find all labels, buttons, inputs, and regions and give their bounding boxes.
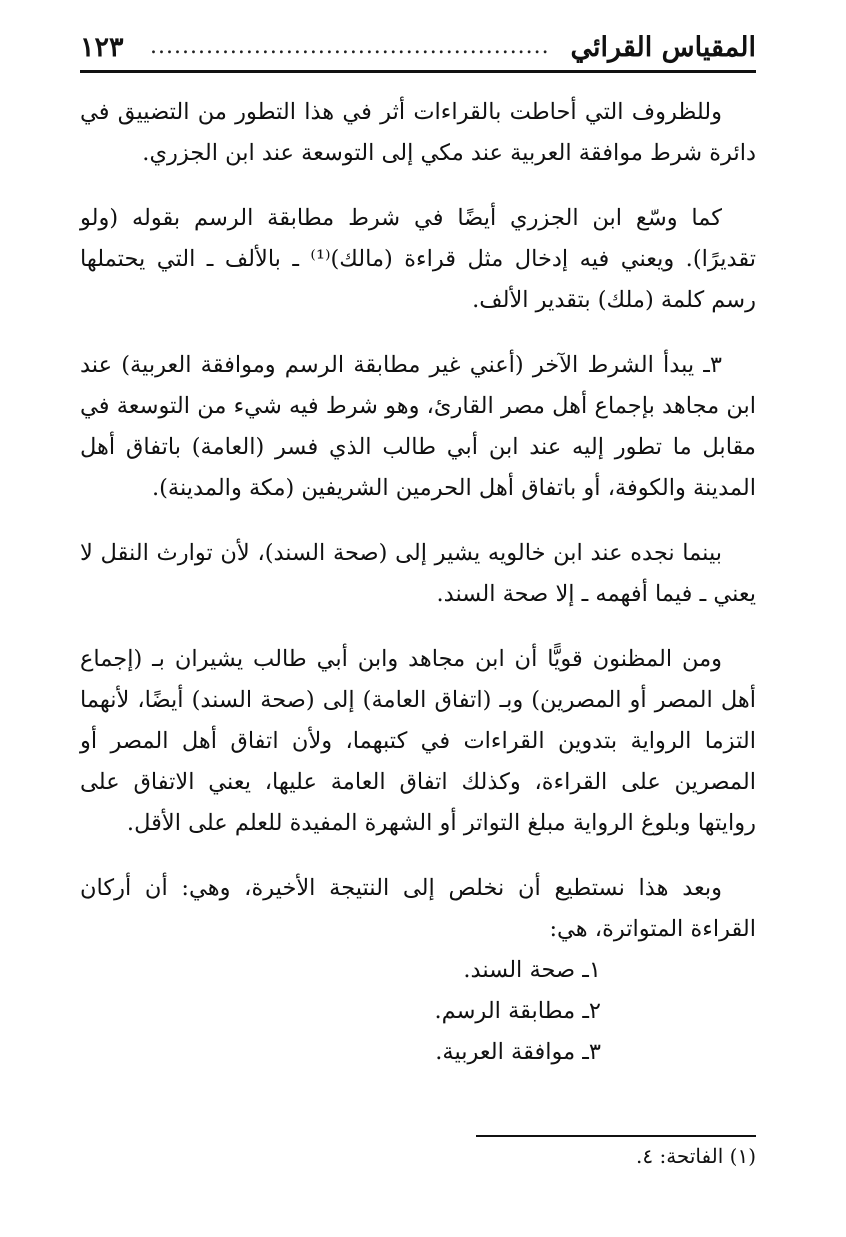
paragraph-3: ٣ـ يبدأ الشرط الآخر (أعني غير مطابقة الرسم وموافقة العربية) عند ابن مجاهد بإجماع أهل مصر القارئ، وهو شرط فيه شيء من التوسعة في مقابل ما تطور إليه عند ابن أبي طالب الذي فسر (العامة) باتفاق أهل المدينة والكوفة، أو باتفاق أهل الحرمين الشريفين (مكة والمدينة). xyxy=(80,352,756,501)
page-number: ١٢٣ xyxy=(80,32,124,63)
running-header xyxy=(80,30,756,73)
list-item-3: ٣ـ موافقة العربية. xyxy=(435,1039,601,1065)
main-text xyxy=(80,92,756,1073)
footnote-divider xyxy=(476,1135,756,1137)
paragraph-2: كما وسّع ابن الجزري أيضًا في شرط مطابقة الرسم بقوله (ولو تقديرًا). ويعني فيه إدخال مثل قراءة (مالك)⁽¹⁾ ـ بالألف ـ التي يحتملها رسم كلمة (ملك) بتقدير الألف. xyxy=(80,205,756,313)
pillars-list xyxy=(80,950,756,1073)
paragraph-4: بينما نجده عند ابن خالويه يشير إلى (صحة السند)، لأن توارث النقل لا يعني ـ فيما أفهمه ـ إلا صحة السند. xyxy=(80,540,756,607)
paragraph-6: وبعد هذا نستطيع أن نخلص إلى النتيجة الأخيرة، وهي: أن أركان القراءة المتواترة، هي: xyxy=(80,875,756,942)
header-title: المقياس القرائي xyxy=(570,32,756,63)
paragraph-1: وللظروف التي أحاطت بالقراءات أثر في هذا التطور من التضييق في دائرة شرط موافقة العربية عند مكي إلى التوسعة عند ابن الجزري. xyxy=(80,99,756,166)
footnote: (١) الفاتحة: ٤. xyxy=(636,1144,756,1168)
list-item-2: ٢ـ مطابقة الرسم. xyxy=(434,998,601,1024)
list-item-1: ١ـ صحة السند. xyxy=(463,957,601,983)
paragraph-5: ومن المظنون قويًّا أن ابن مجاهد وابن أبي طالب يشيران بـ (إجماع أهل المصر أو المصرين) وبـ (اتفاق العامة) إلى (صحة السند) أيضًا، لأنهما التزما الرواية بتدوين القراءات في كتبهما، ولأن اتفاق أهل المصر أو المصرين على القراءة، وكذلك اتفاق العامة عليها، يعني الاتفاق على روايتها وبلوغ الرواية مبلغ التواتر أو الشهرة المفيدة للعلم على الأقل. xyxy=(80,646,756,836)
header-leader-dots: .................................................. xyxy=(150,34,550,59)
